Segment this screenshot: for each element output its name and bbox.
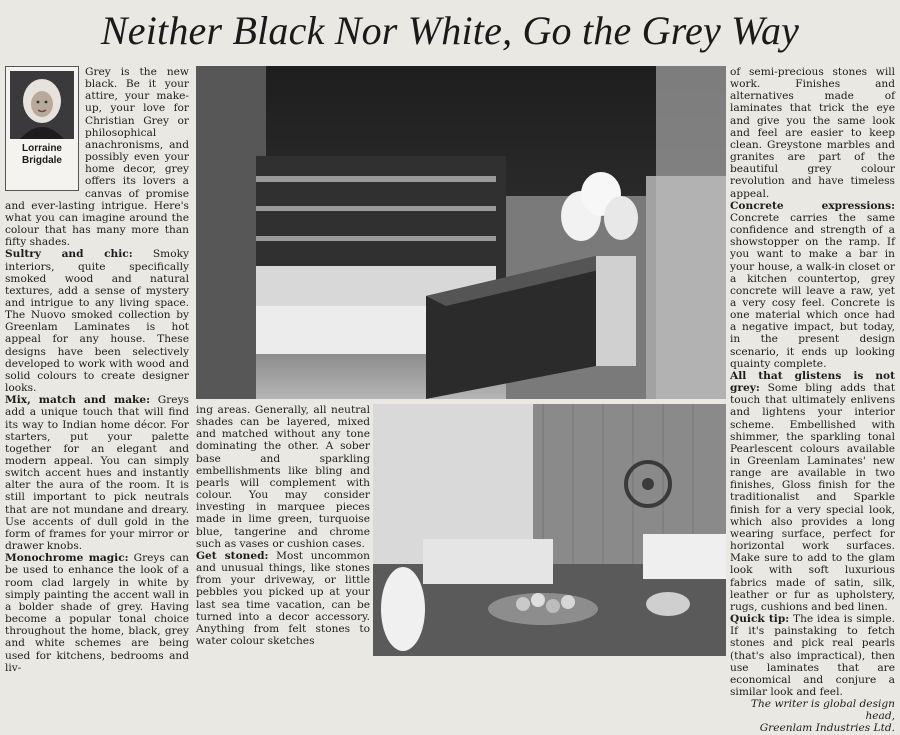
section-monochrome xyxy=(5,552,189,674)
section-glistens xyxy=(730,370,895,613)
author-box xyxy=(5,66,79,191)
column-3 xyxy=(730,66,895,735)
section-get-stoned xyxy=(196,550,370,647)
section-mix xyxy=(5,394,189,552)
kitchen-illustration xyxy=(196,66,726,399)
section-sultry xyxy=(5,248,189,394)
column-1 xyxy=(5,66,189,674)
section-text: Greys can be used to enhance the look of a room clad largely in white by simply painting the accent wall in a bolder shade of grey. Having become a popular tonal choice throughout the home, black, grey and white schemes are being used for kitchens, bedrooms and liv- xyxy=(5,552,189,674)
section-heading: Sultry and chic: xyxy=(5,248,133,261)
author-last-name: Brigdale xyxy=(21,155,62,166)
author-photo xyxy=(10,71,74,139)
section-concrete xyxy=(730,200,895,370)
section-heading: Monochrome magic: xyxy=(5,552,129,565)
section-heading: All that glistens is not grey: xyxy=(730,369,895,395)
section-get-stoned-continued: of semi-precious stones will work. Finishes and alternatives made of laminates that trick the eye and give you the same look and feel are easier to keep clean. Greystone marbles and granites are part of the beautiful grey colour revolution and have timeless appeal. xyxy=(730,66,895,200)
section-heading: Mix, match and make: xyxy=(5,394,151,407)
byline-line-1: The writer is global design head, xyxy=(750,698,895,723)
section-text: Smoky interiors, quite specifically smoked wood and natural textures, add a sense of mystery and intrigue to any living space. The Nuovo smoked collection by Greenlam Laminates is hot appeal for any house. These designs have been selectively developed to work with wood and solid colours to create designer looks. xyxy=(5,248,189,395)
kitchen-photo xyxy=(196,66,726,399)
byline-line-2: Greenlam Industries Ltd. xyxy=(759,722,895,735)
section-heading: Get stoned: xyxy=(196,549,269,562)
byline xyxy=(730,698,895,734)
column-2 xyxy=(196,404,370,647)
bedroom-illustration xyxy=(373,404,726,656)
section-heading: Concrete expressions: xyxy=(730,199,895,212)
section-text: Concrete carries the same confidence and strength of a showstopper on the ramp. If you want to make a bar in your house, a walk-in closet or a kitchen countertop, grey concrete will leave a raw, yet a very cosy feel. Concrete is one material which once had a negative impact, but today, in the present design scenario, it ends up looking quainty complete. xyxy=(730,211,895,370)
author-name xyxy=(6,143,78,167)
author-first-name: Lorraine xyxy=(21,143,62,154)
bedroom-photo xyxy=(373,404,726,656)
section-heading: Quick tip: xyxy=(730,613,790,626)
section-text: The idea is simple. If it's painstaking to fetch stones and pick real pearls (that's also impractical), then use laminates that are economical and conjure a similar look and feel. xyxy=(730,613,895,698)
author-portrait-icon xyxy=(10,71,74,139)
section-monochrome-continued: ing areas. Generally, all neutral shades can be layered, mixed and matched without any tone dominating the other. A sober base and sparkling embellishments like bling and pearls will complement with colour. You may consider investing in marquee pieces made in lime green, turquoise blue, tangerine and chrome such as vases or cushion cases. xyxy=(196,404,370,550)
headline: Neither Black Nor White, Go the Grey Way xyxy=(100,8,800,53)
intro-paragraph: Grey is the new black. Be it your attire, your make-up, your love for Christian Grey or philosophical anachronisms, and possibly even your home decor, grey offers its lovers a canvas of promise and ever-lasting intrigue. Here's what you can imagine around the colour that has many more than fifty shades. xyxy=(5,66,189,249)
section-text: Some bling adds that touch that ultimately enlivens and lightens your interior scheme. Embellished with shimmer, the sparkling tonal Pearlescent colours available in Greenlam Laminates' new range are available in two finishes, Gloss finish for the traditionalist and Sparkle finish for a very special look, which also provides a long wearing surface, perfect for horizontal work surfaces. Make sure to add to the glam look with soft luxurious fabrics made of satin, silk, leather or fur as upholstery, rugs, cushions and bed linen. xyxy=(730,382,895,613)
section-text: Most uncommon and unusual things, like stones from your driveway, or little pebbles you picked up at your last sea time vacation, can be turned into a decor accessory. Anything from felt stones to water colour sketches xyxy=(196,549,370,647)
section-text: Greys add a unique touch that will find its way to Indian home décor. For starters, put your palette together for an elegant and modern appeal. You can simply switch accent hues and instantly alter the aura of the room. It is still important to pick neutrals that are not mundane and dreary. Use accents of dull gold in the form of frames for your mirror or drawer knobs. xyxy=(5,394,189,553)
section-quick-tip xyxy=(730,613,895,698)
